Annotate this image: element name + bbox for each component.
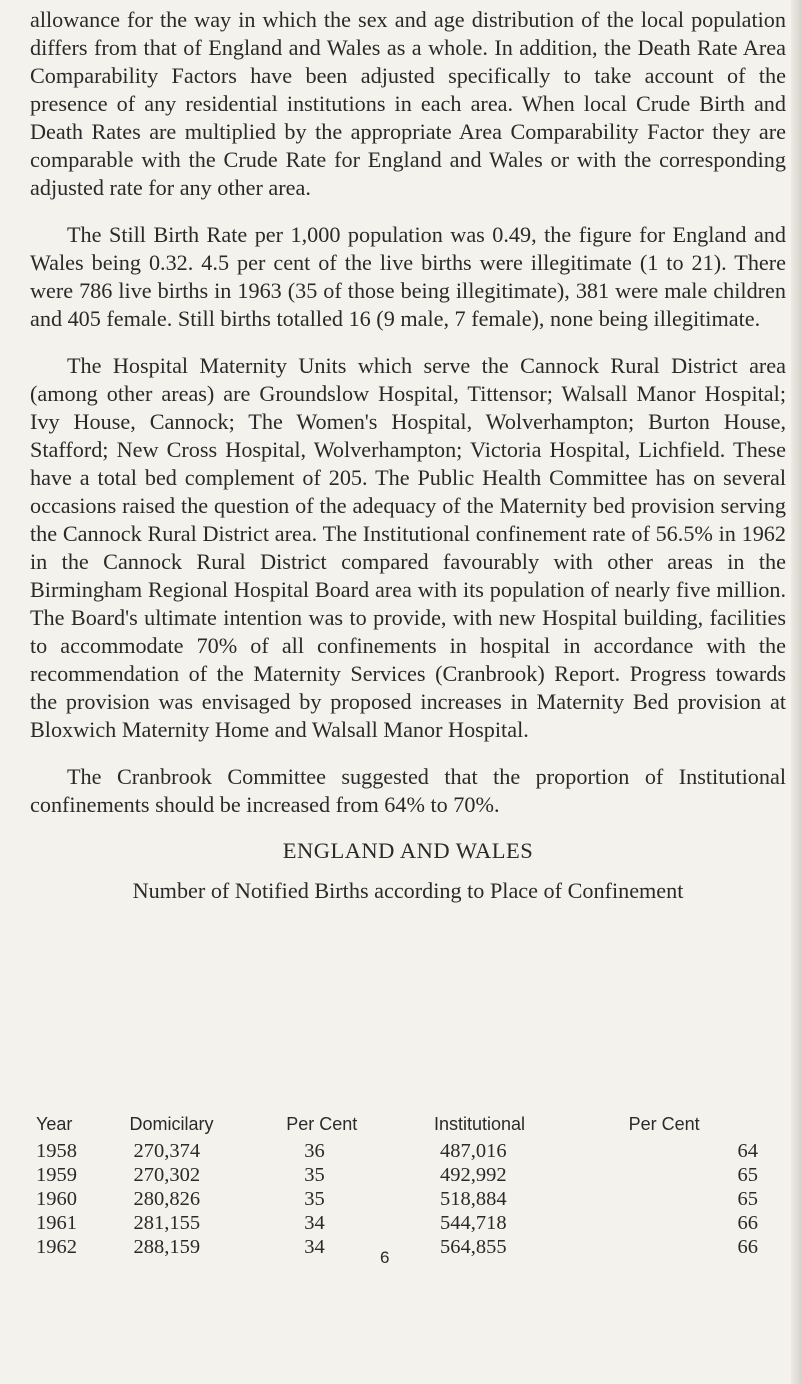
cell-year: 1960 — [36, 1188, 77, 1210]
page-number: 6 — [380, 1248, 390, 1267]
cell-domicilary: 270,374 — [133, 1140, 201, 1162]
cell-institutional: 564,855 — [439, 1236, 507, 1258]
table-row — [36, 1235, 776, 1259]
cell-per-cent: 34 — [304, 1236, 325, 1258]
header-institutional: Institutional — [433, 1114, 526, 1134]
paragraph-still-births: The Still Birth Rate per 1,000 population was 0.49, the figure for England and Wales being 0.32. 4.5 per cent of the live births were illegitimate (1 to 21). There were 786 live births in 1963 (35 of those being illegitimate), 381 were male children and 405 female. Still births totalled 16 (9 male, 7 female), none being illegitimate. — [30, 222, 786, 331]
cell-institutional: 544,718 — [439, 1212, 507, 1234]
cell-domicilary: 281,155 — [133, 1212, 201, 1234]
births-table — [36, 1114, 776, 1259]
cell-domicilary: 288,159 — [133, 1236, 201, 1258]
cell-per-cent: 35 — [304, 1164, 325, 1186]
body-text — [30, 6, 786, 905]
table-row — [36, 1163, 776, 1187]
cell-institutional: 492,992 — [439, 1164, 507, 1186]
cell-per-cent: 65 — [737, 1188, 758, 1210]
header-year: Year — [36, 1114, 73, 1134]
paragraph-cranbrook: The Cranbrook Committee suggested that the proportion of Institutional confinements should be increased from 64% to 70%. — [30, 764, 786, 817]
paragraph-maternity-units: The Hospital Maternity Units which serve the Cannock Rural District area (among other areas) are Groundslow Hospital, Tittensor; Walsall Manor Hospital; Ivy House, Cannock; The Women's Hospital, Wolverhampton; Burton House, Stafford; New Cross Hospital, Wolverhampton; Victoria Hospital, Lichfield. These have a total bed complement of 205. The Public Health Committee has on several occasions raised the question of the adequacy of the Maternity bed provision serving the Cannock Rural District area. The Institutional confinement rate of 56.5% in 1962 in the Cannock Rural District compared favourably with other areas in the Birmingham Regional Hospital Board area with its population of nearly five million. The Board's ultimate intention was to provide, with new Hospital building, facilities to accommodate 70% of all confinements in hospital in accordance with the recommendation of the Maternity Services (Cranbrook) Report. Progress towards the provision was envisaged by proposed increases in Maternity Bed provision at Bloxwich Maternity Home and Walsall Manor Hospital. — [30, 353, 786, 742]
table-title: ENGLAND AND WALES — [282, 838, 534, 863]
cell-per-cent: 65 — [737, 1164, 758, 1186]
cell-per-cent: 64 — [737, 1140, 758, 1162]
cell-year: 1959 — [36, 1164, 77, 1186]
page-edge-shadow — [791, 0, 801, 1384]
table-header-row — [36, 1114, 776, 1139]
cell-year: 1961 — [36, 1212, 77, 1234]
header-domicilary: Domicilary — [129, 1114, 214, 1134]
cell-institutional: 487,016 — [439, 1140, 507, 1162]
cell-domicilary: 280,826 — [133, 1188, 201, 1210]
cell-per-cent: 66 — [737, 1212, 758, 1234]
cell-per-cent: 34 — [304, 1212, 325, 1234]
cell-domicilary: 270,302 — [133, 1164, 201, 1186]
cell-per-cent: 36 — [304, 1140, 325, 1162]
cell-year: 1962 — [36, 1236, 77, 1258]
paragraph-comparability: allowance for the way in which the sex and age distribution of the local population differs from that of England and Wales as a whole. In addition, the Death Rate Area Comparability Factors have been adjusted specifically to take account of the presence of any residential institutions in each area. When local Crude Birth and Death Rates are multiplied by the appropriate Area Comparability Factor they are comparable with the Crude Rate for England and Wales or with the corresponding adjusted rate for any other area. — [30, 7, 786, 200]
header-per-cent-institutional: Per Cent — [628, 1114, 700, 1134]
cell-year: 1958 — [36, 1140, 77, 1162]
table-row — [36, 1139, 776, 1163]
cell-per-cent: 66 — [737, 1236, 758, 1258]
cell-institutional: 518,884 — [439, 1188, 507, 1210]
cell-per-cent: 35 — [304, 1188, 325, 1210]
header-per-cent-domicilary: Per Cent — [286, 1114, 358, 1134]
table-row — [36, 1211, 776, 1235]
table-subtitle: Number of Notified Births according to Place of Confinement — [132, 878, 684, 903]
table-row — [36, 1187, 776, 1211]
